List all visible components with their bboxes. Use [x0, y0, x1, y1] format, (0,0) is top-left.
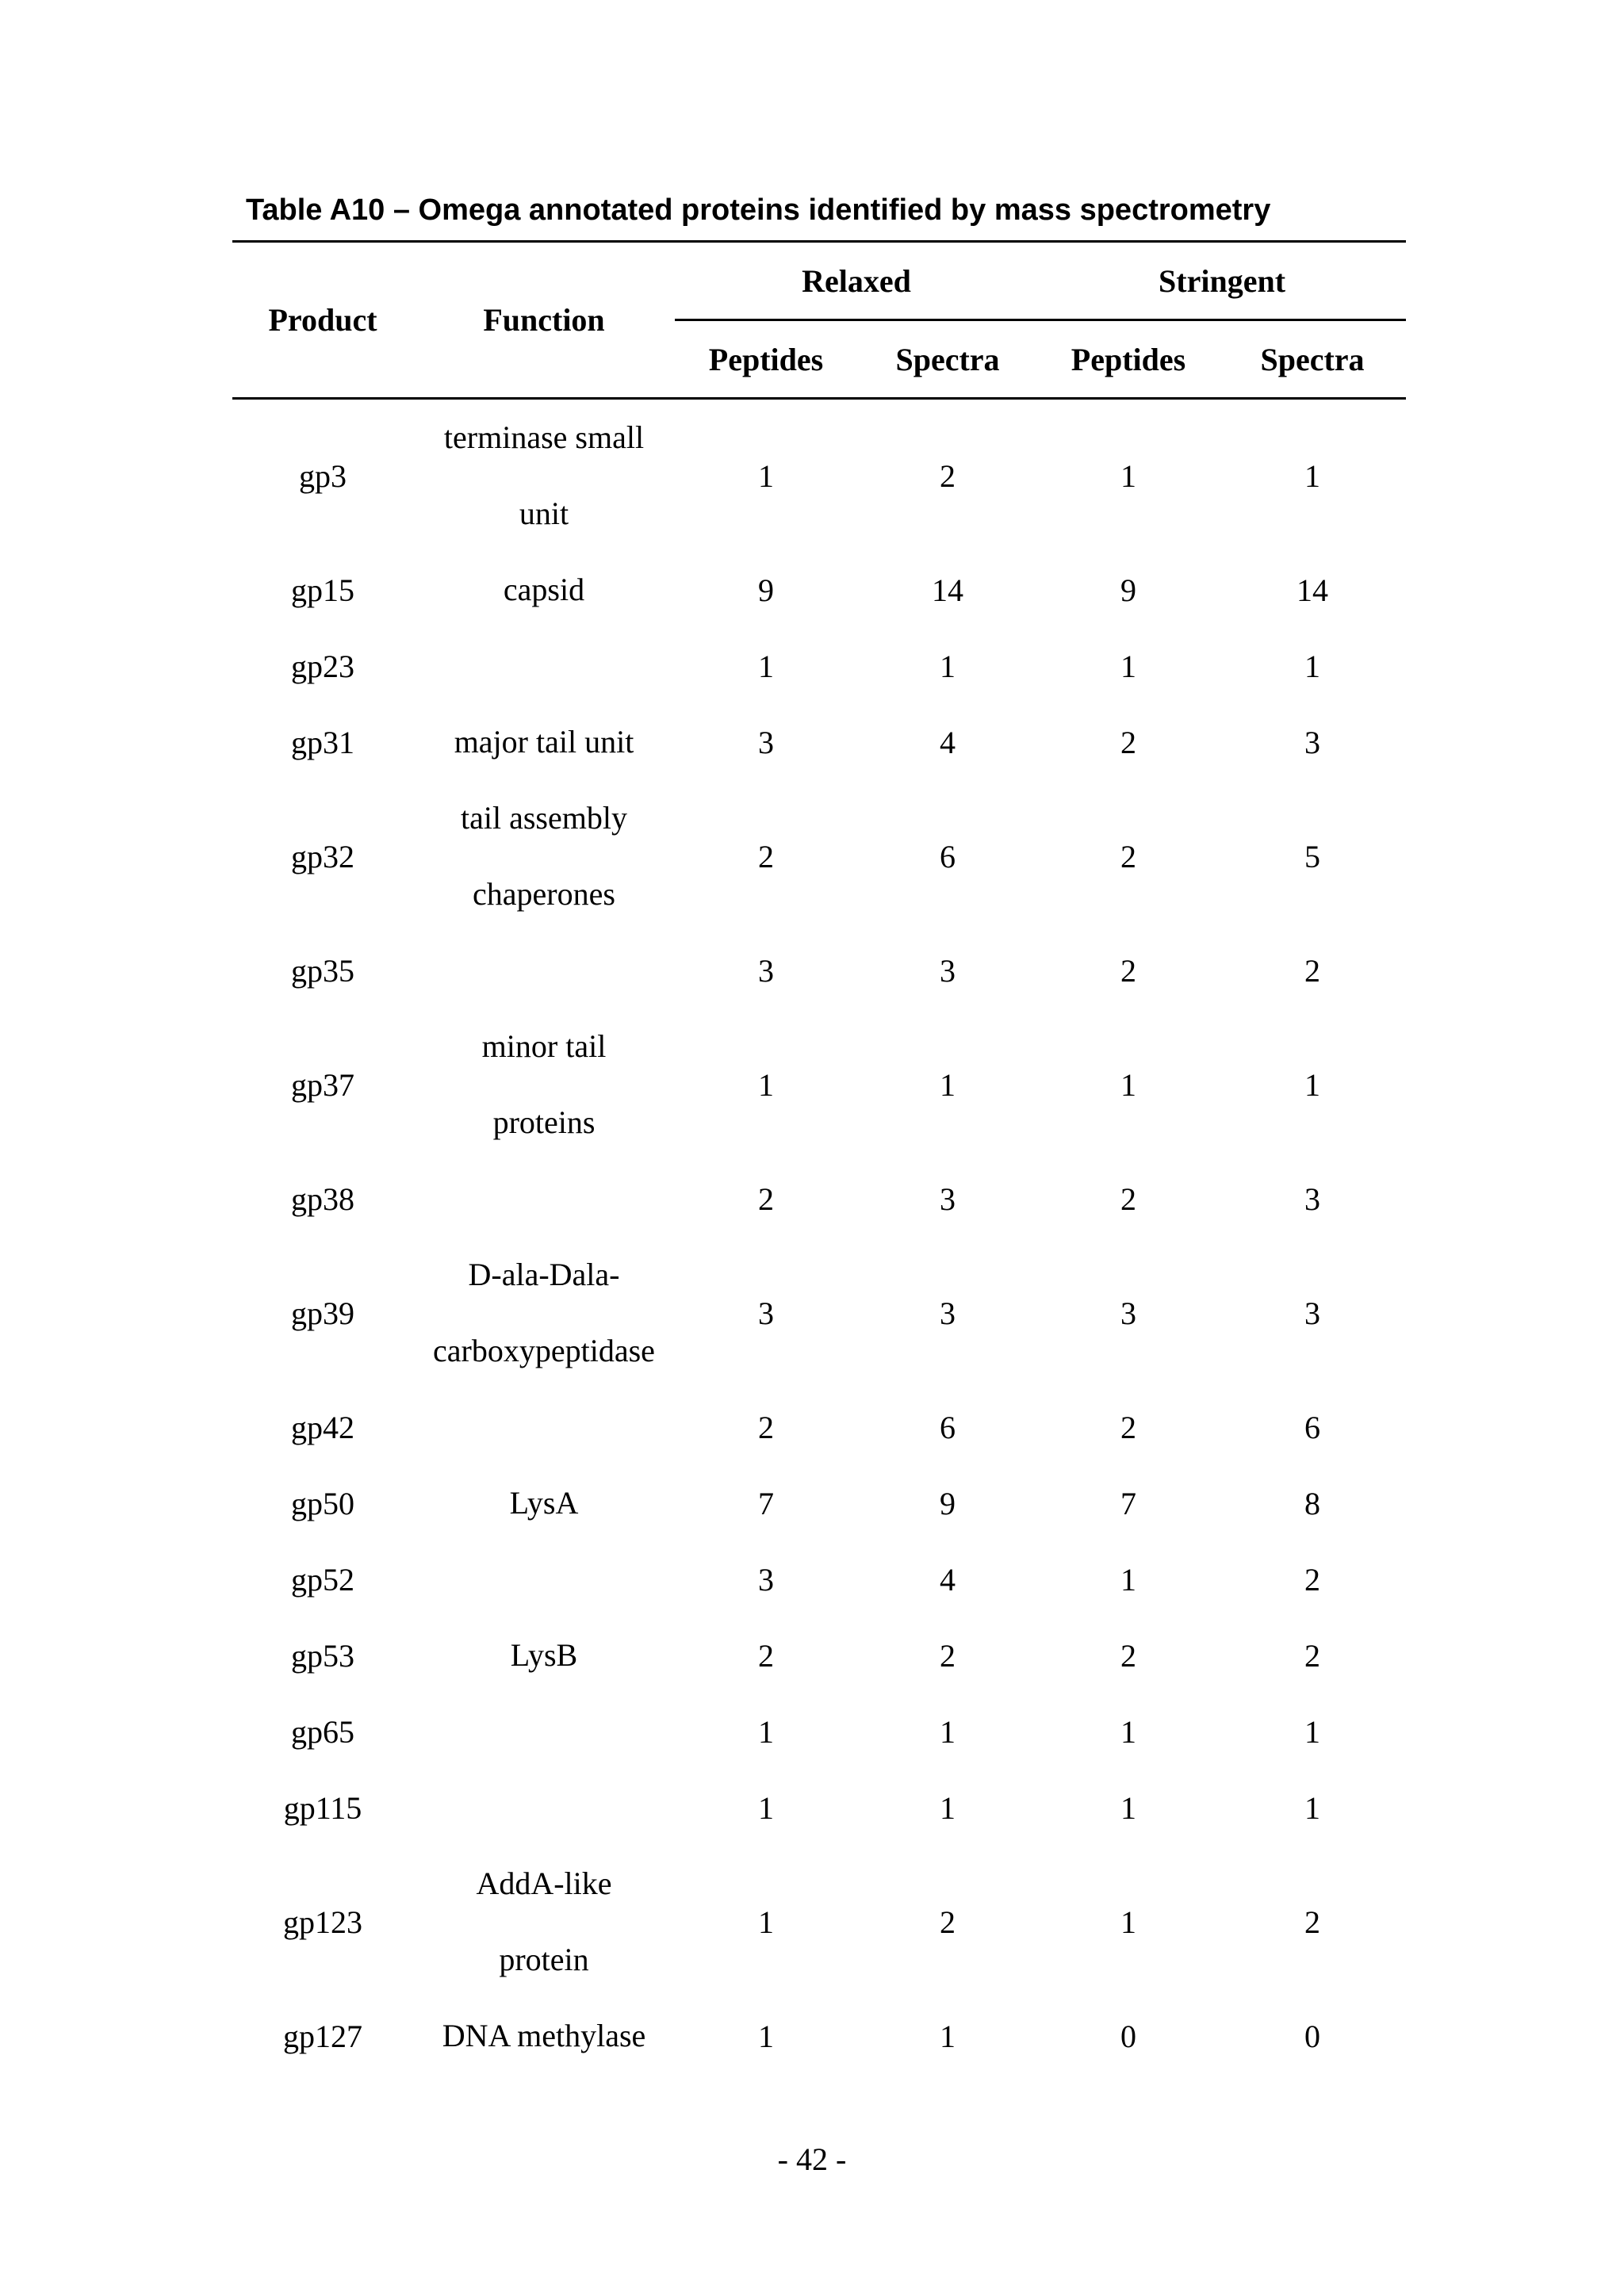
cell-relaxed-spectra: 3	[940, 952, 956, 989]
table-row	[232, 932, 1406, 1008]
cell-stringent-spectra: 2	[1304, 1904, 1321, 1940]
cell-stringent-peptides: 2	[1120, 1409, 1137, 1445]
cell-relaxed-peptides: 2	[758, 838, 774, 874]
cell-function	[413, 1161, 675, 1237]
cell-product: gp42	[291, 1409, 354, 1445]
cell-relaxed-peptides: 3	[758, 724, 774, 760]
cell-relaxed-spectra: 6	[940, 1409, 956, 1445]
header-relaxed: Relaxed	[675, 242, 1038, 320]
cell-relaxed-spectra: 14	[932, 572, 963, 608]
table-row	[232, 1465, 1406, 1541]
cell-function	[413, 1541, 675, 1617]
cell-stringent-peptides: 2	[1120, 838, 1137, 874]
function-line: major tail unit	[454, 724, 634, 760]
cell-function	[413, 552, 675, 628]
cell-product: gp38	[291, 1181, 354, 1217]
cell-relaxed-peptides: 3	[758, 952, 774, 989]
cell-relaxed-spectra: 3	[940, 1181, 956, 1217]
table-row	[232, 1237, 1406, 1389]
results-table-wrapper	[232, 240, 1406, 2074]
cell-product: gp37	[291, 1066, 354, 1103]
cell-stringent-spectra: 1	[1304, 457, 1321, 494]
cell-product: gp127	[283, 2018, 362, 2054]
function-line: chaperones	[473, 876, 615, 912]
cell-relaxed-peptides: 1	[758, 648, 774, 684]
cell-stringent-spectra: 1	[1304, 1713, 1321, 1750]
cell-relaxed-spectra: 6	[940, 838, 956, 874]
cell-product: gp15	[291, 572, 354, 608]
table-row	[232, 628, 1406, 704]
cell-relaxed-peptides: 1	[758, 1713, 774, 1750]
function-line: proteins	[492, 1104, 596, 1140]
cell-product: gp32	[291, 838, 354, 874]
cell-relaxed-spectra: 3	[940, 1295, 956, 1331]
cell-relaxed-peptides: 3	[758, 1295, 774, 1331]
cell-stringent-peptides: 2	[1120, 1181, 1137, 1217]
table-row	[232, 1693, 1406, 1770]
function-line: minor tail	[481, 1028, 607, 1064]
table-body	[232, 399, 1406, 2075]
table-row	[232, 1389, 1406, 1465]
cell-relaxed-peptides: 3	[758, 1561, 774, 1598]
cell-function	[413, 1008, 675, 1161]
cell-product: gp39	[291, 1295, 354, 1331]
cell-function	[413, 1998, 675, 2074]
cell-function	[413, 932, 675, 1008]
cell-relaxed-peptides: 2	[758, 1409, 774, 1445]
table-row	[232, 1998, 1406, 2074]
function-line: protein	[499, 1942, 589, 1977]
cell-product: gp115	[283, 1789, 362, 1826]
table-row	[232, 1617, 1406, 1693]
cell-relaxed-peptides: 1	[758, 1904, 774, 1940]
cell-product: gp31	[291, 724, 354, 760]
cell-relaxed-peptides: 1	[758, 457, 774, 494]
header-stringent: Stringent	[1038, 242, 1406, 320]
cell-stringent-peptides: 1	[1120, 1713, 1137, 1750]
cell-function	[413, 1237, 675, 1389]
function-line: AddA-like	[476, 1866, 612, 1901]
table-row	[232, 1161, 1406, 1237]
cell-relaxed-spectra: 2	[940, 1637, 956, 1674]
function-line: LysA	[509, 1485, 579, 1521]
header-stringent-spectra: Spectra	[1219, 320, 1406, 399]
cell-stringent-spectra: 5	[1304, 838, 1321, 874]
cell-relaxed-spectra: 1	[940, 1066, 956, 1103]
table-row	[232, 704, 1406, 780]
function-line: DNA methylase	[442, 2018, 646, 2053]
cell-stringent-peptides: 9	[1120, 572, 1137, 608]
function-line: carboxypeptidase	[433, 1333, 655, 1368]
cell-relaxed-peptides: 1	[758, 1066, 774, 1103]
cell-function	[413, 399, 675, 553]
cell-function	[413, 780, 675, 932]
cell-relaxed-peptides: 2	[758, 1181, 774, 1217]
cell-stringent-peptides: 2	[1120, 724, 1137, 760]
cell-function	[413, 704, 675, 780]
cell-stringent-spectra: 1	[1304, 1066, 1321, 1103]
cell-function	[413, 1846, 675, 1998]
cell-stringent-peptides: 3	[1120, 1295, 1137, 1331]
cell-relaxed-spectra: 1	[940, 1789, 956, 1826]
cell-relaxed-spectra: 1	[940, 1713, 956, 1750]
cell-relaxed-peptides: 1	[758, 2018, 774, 2054]
cell-product: gp3	[299, 457, 347, 494]
table-row	[232, 1770, 1406, 1846]
cell-function	[413, 1770, 675, 1846]
cell-stringent-peptides: 1	[1120, 1904, 1137, 1940]
header-product: Product	[232, 242, 413, 399]
cell-function	[413, 1617, 675, 1693]
cell-relaxed-spectra: 1	[940, 648, 956, 684]
cell-stringent-spectra: 0	[1304, 2018, 1321, 2054]
header-stringent-peptides: Peptides	[1038, 320, 1219, 399]
function-line: D-ala-Dala-	[468, 1257, 620, 1292]
table-row	[232, 1008, 1406, 1161]
cell-product: gp123	[283, 1904, 362, 1940]
cell-product: gp23	[291, 648, 354, 684]
cell-stringent-peptides: 7	[1120, 1485, 1137, 1521]
cell-function	[413, 1389, 675, 1465]
page-number: - 42 -	[777, 2141, 847, 2177]
table-row	[232, 552, 1406, 628]
cell-product: gp52	[291, 1561, 354, 1598]
cell-stringent-peptides: 1	[1120, 1789, 1137, 1826]
header-row-groups	[232, 242, 1406, 320]
cell-stringent-peptides: 1	[1120, 648, 1137, 684]
cell-relaxed-spectra: 9	[940, 1485, 956, 1521]
cell-stringent-spectra: 14	[1297, 572, 1329, 608]
cell-stringent-peptides: 2	[1120, 952, 1137, 989]
cell-stringent-spectra: 2	[1304, 1637, 1321, 1674]
table-row	[232, 1846, 1406, 1998]
cell-stringent-peptides: 1	[1120, 457, 1137, 494]
table-caption: Table A10 – Omega annotated proteins identified by mass spectrometry	[246, 193, 1271, 227]
cell-relaxed-spectra: 2	[940, 457, 956, 494]
cell-function	[413, 1693, 675, 1770]
cell-stringent-peptides: 2	[1120, 1637, 1137, 1674]
cell-stringent-peptides: 0	[1120, 2018, 1137, 2054]
table-row	[232, 399, 1406, 553]
results-table	[232, 240, 1406, 2074]
function-line: LysB	[510, 1637, 578, 1673]
cell-relaxed-peptides: 2	[758, 1637, 774, 1674]
cell-stringent-spectra: 2	[1304, 952, 1321, 989]
cell-function	[413, 1465, 675, 1541]
table-row	[232, 1541, 1406, 1617]
header-relaxed-spectra: Spectra	[857, 320, 1038, 399]
cell-product: gp50	[291, 1485, 354, 1521]
function-line: tail assembly	[461, 800, 627, 836]
cell-function	[413, 628, 675, 704]
header-relaxed-peptides: Peptides	[675, 320, 857, 399]
header-function: Function	[413, 242, 675, 399]
cell-relaxed-spectra: 4	[940, 1561, 956, 1598]
cell-relaxed-spectra: 2	[940, 1904, 956, 1940]
cell-stringent-spectra: 3	[1304, 724, 1321, 760]
cell-stringent-spectra: 1	[1304, 648, 1321, 684]
cell-relaxed-peptides: 9	[758, 572, 774, 608]
cell-relaxed-spectra: 4	[940, 724, 956, 760]
cell-stringent-spectra: 8	[1304, 1485, 1321, 1521]
cell-relaxed-peptides: 7	[758, 1485, 774, 1521]
cell-product: gp53	[291, 1637, 354, 1674]
cell-stringent-peptides: 1	[1120, 1066, 1137, 1103]
cell-product: gp35	[291, 952, 354, 989]
table-row	[232, 780, 1406, 932]
cell-stringent-spectra: 1	[1304, 1789, 1321, 1826]
cell-product: gp65	[291, 1713, 354, 1750]
function-line: capsid	[503, 572, 585, 607]
cell-stringent-spectra: 2	[1304, 1561, 1321, 1598]
cell-stringent-spectra: 3	[1304, 1295, 1321, 1331]
cell-relaxed-peptides: 1	[758, 1789, 774, 1826]
cell-relaxed-spectra: 1	[940, 2018, 956, 2054]
function-line: terminase small	[443, 419, 645, 455]
cell-stringent-spectra: 3	[1304, 1181, 1321, 1217]
cell-stringent-spectra: 6	[1304, 1409, 1321, 1445]
cell-stringent-peptides: 1	[1120, 1561, 1137, 1598]
function-line: unit	[519, 496, 569, 531]
